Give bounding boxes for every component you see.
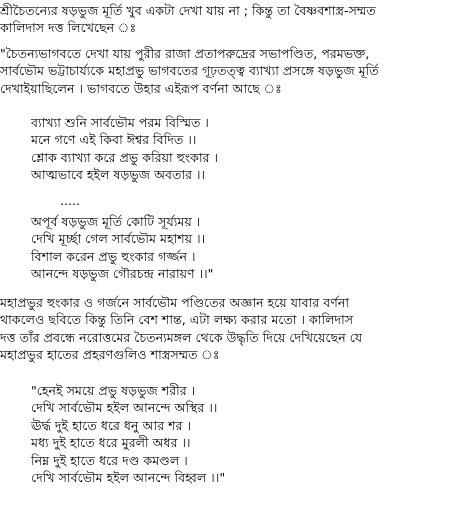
verse-line: "হেনই সময়ে প্রভু ষড়ভুজ শরীর । xyxy=(31,383,196,398)
quote-paragraph xyxy=(0,45,456,97)
verse-line: মনে গণে এই কিবা ঈশ্বর বিদিত ।। xyxy=(31,132,197,148)
verse-line: দেখি সার্বভৌম হইল আনন্দে বিহ্বল ।।" xyxy=(31,469,226,485)
verse-line: আনন্দে ষড়ভুজ গৌরচন্দ্র নারায়ণ ।।" xyxy=(31,266,214,282)
body-line: মহাপ্রভুর হুংকার ও গর্জনে সার্বভৌম পণ্ডিতের অজ্ঞান হয়ে যাবার বর্ণনা xyxy=(0,295,350,310)
intro-paragraph xyxy=(0,2,456,37)
quote-line: দেখাইয়াছিলেন । ভাগবতে উহার এইরূপ বর্ণনা আছে ঃ xyxy=(0,80,282,96)
verse-line: দেখি সার্বভৌম হইল আনন্দে অস্থির ।। xyxy=(31,400,218,416)
intro-line: শ্রীচৈতন্যের ষড়ভুজ মূর্তি খুব একটা দেখা যায় না ; কিন্তু তা বৈষ্ণবশাস্ত্র-সম্মত xyxy=(0,3,376,18)
intro-line: কালিদাস দত্ত লিখেছেন ঃ xyxy=(0,20,137,36)
verse-block-3 xyxy=(31,382,225,486)
verse-line: বিশাল করেন প্রভু হুংকার গর্জ্জন । xyxy=(31,248,196,264)
body-line: দত্ত তাঁর প্রবন্ধে নরোত্তমের চৈতন্যমঙ্গল থেকে উদ্ধৃতি দিয়ে দেখিয়েছেন যে xyxy=(0,329,363,345)
verse-line: দেখি মূর্চ্ছা গেল সার্বভৌম মহাশয় ।। xyxy=(31,231,206,247)
body-line: মহাপ্রভুর হাতের প্রহরণগুলিও শাস্ত্রসম্মত ঃ xyxy=(0,347,220,363)
verse-line: আত্মভাবে হইল ষড়ভুজ অবতার ।। xyxy=(31,167,206,183)
verse-line: ব্যাখ্যা শুনি সার্বভৌম পরম বিস্মিত । xyxy=(31,115,209,130)
verse-line: অপূর্ব ষড়ভুজ মূর্তি কোটি সূর্য্যময় । xyxy=(31,214,201,229)
ellipsis: ..... xyxy=(60,193,81,208)
quote-line: "চৈতন্যভাগবতে দেখা যায় পুরীর রাজা প্রতাপরুদ্রের সভাপণ্ডিত, পরমভক্ত, xyxy=(0,46,370,61)
verse-block-1 xyxy=(31,114,218,184)
body-line: থাকলেও ছবিতে কিন্তু তিনি বেশ শান্ত, এটা লক্ষ্য করার মতো । কালিদাস xyxy=(0,312,354,328)
verse-line: নিম্ন দুই হাতে ধরে দণ্ড কমণ্ডল । xyxy=(31,452,188,468)
body-paragraph xyxy=(0,294,456,364)
verse-block-2 xyxy=(31,213,213,283)
verse-line: মধ্য দুই হাতে ধরে মুরলী অধর ।। xyxy=(31,435,191,451)
verse-line: শ্লোক ব্যাখ্যা করে প্রভু করিয়া হুংকার । xyxy=(31,149,219,165)
verse-line: ঊর্দ্ধ দুই হাতে ধরে ধনু আর শর । xyxy=(31,417,192,433)
quote-line: সার্বভৌম ভট্টাচার্য্যকে মহাপ্রভু ভাগবতের গূঢ়তত্ত্ব ব্যাখ্যা প্রসঙ্গে ষড়ভুজ মূর্তি xyxy=(0,63,379,79)
